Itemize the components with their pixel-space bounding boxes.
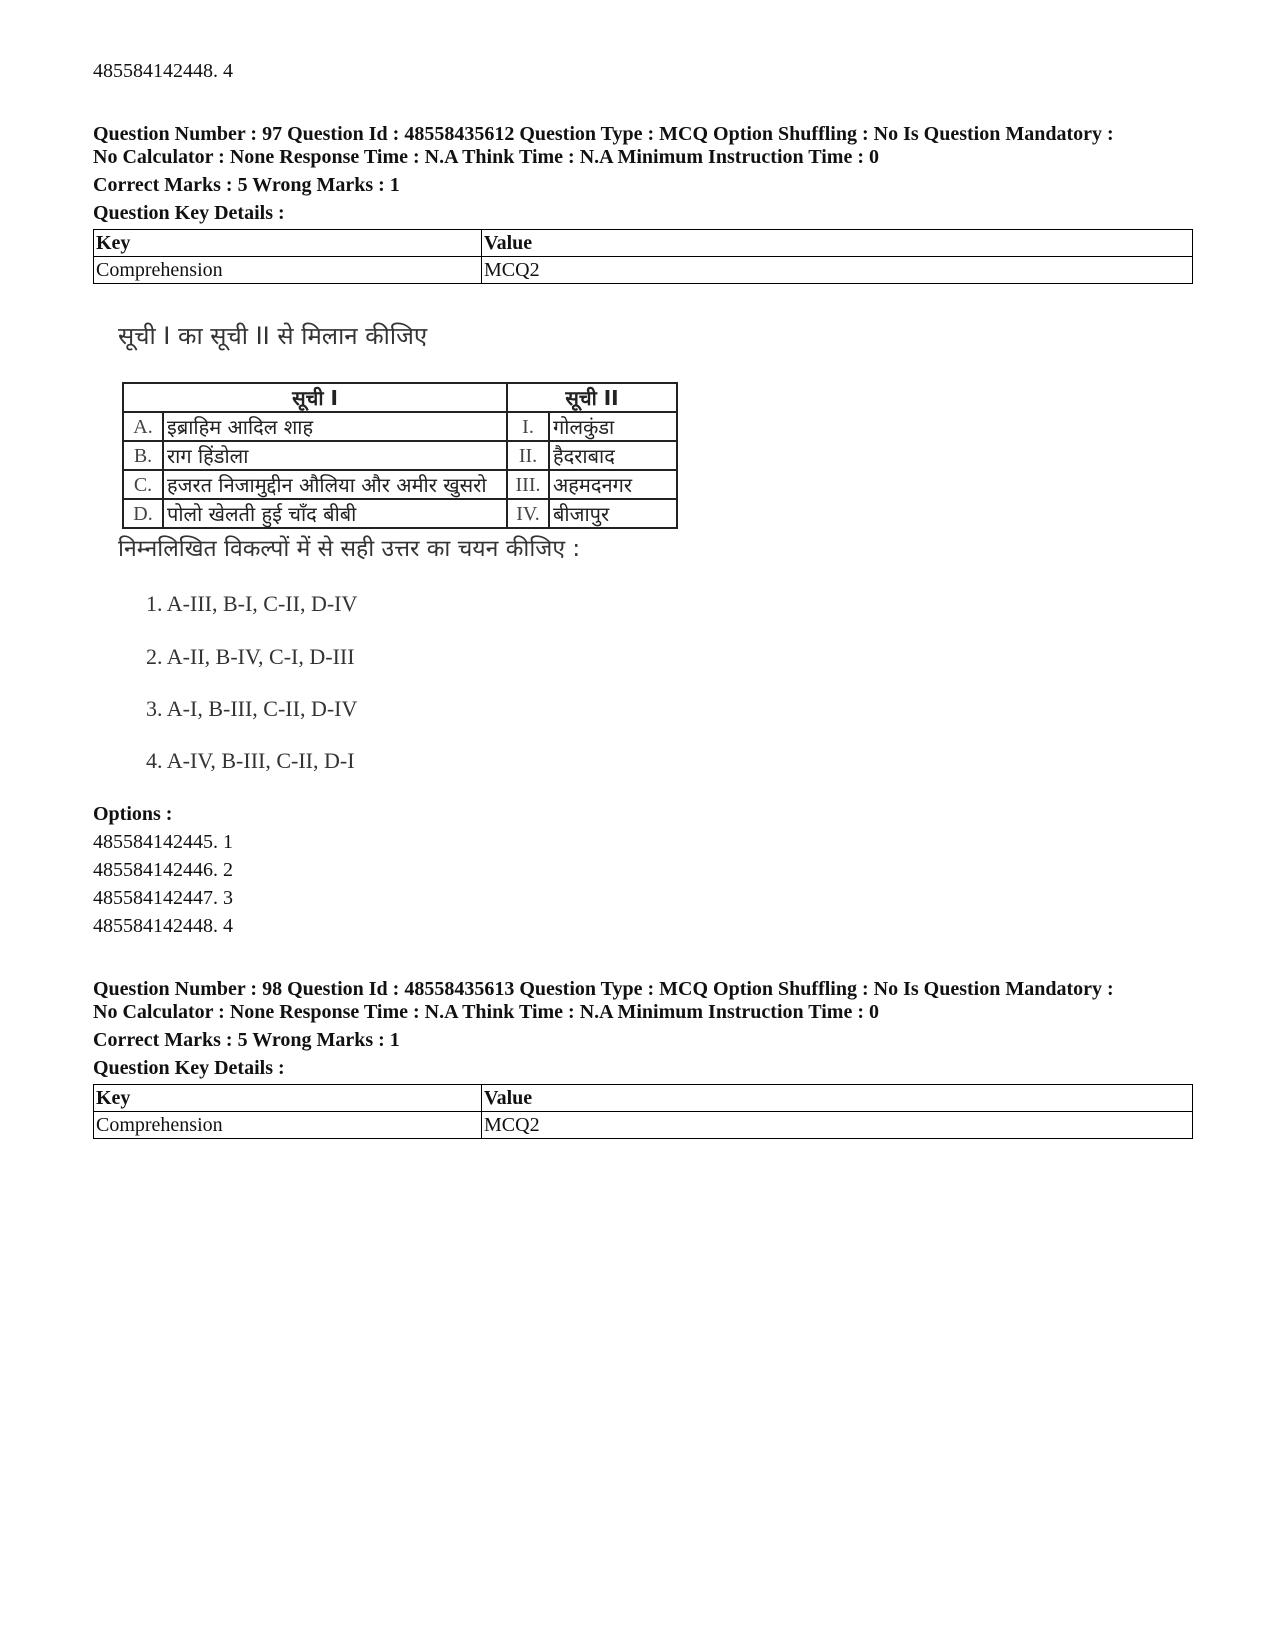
list1-header: सूची I <box>123 383 507 412</box>
roman-label: III. <box>507 470 549 499</box>
value-cell: MCQ2 <box>482 257 1193 284</box>
roman-label: II. <box>507 441 549 470</box>
key-cell: Comprehension <box>94 257 482 284</box>
table-header-row <box>94 230 1193 257</box>
q97-key-table <box>93 229 1193 284</box>
option-item: 485584142447. 3 <box>93 887 233 909</box>
list1-item: राग हिंडोला <box>163 441 507 470</box>
options-label: Options : <box>93 803 173 825</box>
question-title: सूची I का सूची II से मिलान कीजिए <box>118 322 428 350</box>
answer-choice-2: 2. A-II, B-IV, C-I, D-III <box>146 644 355 669</box>
row-label: C. <box>123 470 163 499</box>
q98-key-details-label: Question Key Details : <box>93 1057 285 1079</box>
list1-item: हजरत निजामुद्दीन औलिया और अमीर खुसरो <box>163 470 507 499</box>
option-item: 485584142448. 4 <box>93 915 233 937</box>
option-item: 485584142445. 1 <box>93 831 233 853</box>
list2-item: हैदराबाद <box>549 441 677 470</box>
row-label: A. <box>123 412 163 441</box>
value-column-header: Value <box>482 1085 1193 1112</box>
key-column-header: Key <box>94 230 482 257</box>
key-column-header: Key <box>94 1085 482 1112</box>
list1-item: पोलो खेलती हुई चाँद बीबी <box>163 499 507 528</box>
list2-item: बीजापुर <box>549 499 677 528</box>
roman-label: IV. <box>507 499 549 528</box>
table-header-row <box>94 1085 1193 1112</box>
q98-header-line2: No Calculator : None Response Time : N.A Think Time : N.A Minimum Instruction Time : 0 <box>93 1001 879 1023</box>
answer-choice-4: 4. A-IV, B-III, C-II, D-I <box>146 748 355 773</box>
match-row <box>123 441 677 470</box>
list2-item: गोलकुंडा <box>549 412 677 441</box>
match-row <box>123 470 677 499</box>
match-table-header <box>123 383 677 412</box>
roman-label: I. <box>507 412 549 441</box>
q98-marks: Correct Marks : 5 Wrong Marks : 1 <box>93 1029 400 1051</box>
row-label: B. <box>123 441 163 470</box>
q97-header-line2: No Calculator : None Response Time : N.A Think Time : N.A Minimum Instruction Time : 0 <box>93 146 879 168</box>
match-row <box>123 499 677 528</box>
q98-key-table <box>93 1084 1193 1139</box>
previous-answer-line: 485584142448. 4 <box>93 60 233 82</box>
value-cell: MCQ2 <box>482 1112 1193 1139</box>
match-list-table <box>122 382 678 529</box>
table-row <box>94 1112 1193 1139</box>
value-column-header: Value <box>482 230 1193 257</box>
list2-header: सूची II <box>507 383 677 412</box>
q97-header-line1: Question Number : 97 Question Id : 48558435612 Question Type : MCQ Option Shuffling : No Is Question Mandatory : <box>93 123 1114 145</box>
answer-choice-3: 3. A-I, B-III, C-II, D-IV <box>146 696 358 721</box>
q98-header-line1: Question Number : 98 Question Id : 48558435613 Question Type : MCQ Option Shuffling : No Is Question Mandatory : <box>93 978 1114 1000</box>
row-label: D. <box>123 499 163 528</box>
q97-marks: Correct Marks : 5 Wrong Marks : 1 <box>93 174 400 196</box>
q97-key-details-label: Question Key Details : <box>93 202 285 224</box>
key-cell: Comprehension <box>94 1112 482 1139</box>
list2-item: अहमदनगर <box>549 470 677 499</box>
option-item: 485584142446. 2 <box>93 859 233 881</box>
table-row <box>94 257 1193 284</box>
list1-item: इब्राहिम आदिल शाह <box>163 412 507 441</box>
match-row <box>123 412 677 441</box>
question-instruction: निम्नलिखित विकल्पों में से सही उत्तर का चयन कीजिए : <box>118 536 581 562</box>
question-image <box>118 320 738 820</box>
answer-choice-1: 1. A-III, B-I, C-II, D-IV <box>146 591 358 616</box>
